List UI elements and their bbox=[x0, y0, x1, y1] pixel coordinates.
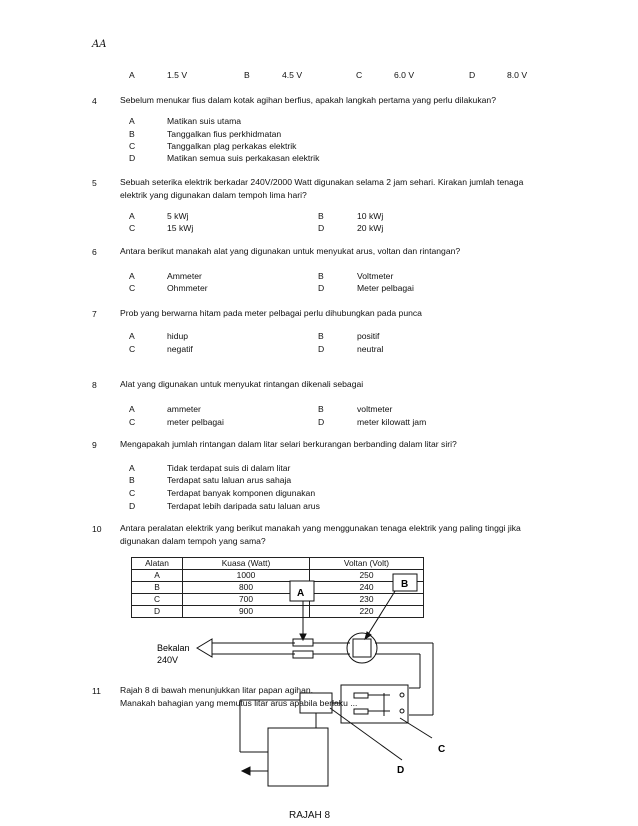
label-c: C bbox=[438, 744, 446, 755]
option-text: Meter pelbagai bbox=[357, 283, 414, 293]
option-letter: C bbox=[129, 488, 136, 498]
label-a: A bbox=[297, 588, 305, 599]
option-text: negatif bbox=[167, 344, 193, 354]
question-text-line-2: elektrik yang digunakan dalam tempoh lima hari? bbox=[120, 190, 307, 200]
option-text: hidup bbox=[167, 331, 189, 341]
option-text: voltmeter bbox=[357, 404, 393, 414]
question-text: Alat yang digunakan untuk menyukat rintangan dikenali sebagai bbox=[120, 379, 364, 389]
option-letter: A bbox=[129, 271, 135, 281]
option-letter: C bbox=[129, 344, 136, 354]
option-letter: D bbox=[129, 153, 136, 163]
option-letter: D bbox=[318, 417, 325, 427]
consumer-unit-box bbox=[341, 685, 408, 723]
option-text: Ammeter bbox=[167, 271, 202, 281]
question-text-line-1: Rajah 8 di bawah menunjukkan litar papan agihan. bbox=[120, 685, 314, 695]
option-letter: A bbox=[129, 116, 135, 126]
option-letter: D bbox=[129, 501, 136, 511]
table-cell: 250 bbox=[310, 570, 424, 582]
option-letter: C bbox=[129, 141, 136, 151]
option-letter: B bbox=[318, 331, 324, 341]
option-text: Matikan semua suis perkakasan elektrik bbox=[167, 153, 320, 163]
q3-option-d-text: 8.0 V bbox=[507, 70, 528, 80]
question-text: Sebelum menukar fius dalam kotak agihan berfius, apakah langkah pertama yang perlu dilakukan? bbox=[120, 95, 496, 105]
table-header: Voltan (Volt) bbox=[310, 558, 424, 570]
option-text: ammeter bbox=[167, 404, 201, 414]
page-header: AA bbox=[92, 39, 107, 50]
table-cell: 900 bbox=[183, 606, 310, 618]
option-text: Terdapat satu laluan arus sahaja bbox=[167, 475, 292, 485]
supply-label: Bekalan bbox=[157, 643, 190, 653]
question-number: 6 bbox=[92, 247, 97, 257]
option-letter: B bbox=[129, 129, 135, 139]
kwh-meter-icon bbox=[347, 633, 377, 663]
distribution-box-d bbox=[300, 693, 332, 713]
option-text: Tanggalkan fius perkhidmatan bbox=[167, 129, 282, 139]
question-text: Antara berikut manakah alat yang digunakan untuk menyukat arus, voltan dan rintangan? bbox=[120, 246, 461, 256]
option-letter: C bbox=[129, 283, 136, 293]
option-text: neutral bbox=[357, 344, 384, 354]
q3-option-c-letter: C bbox=[356, 70, 363, 80]
option-letter: D bbox=[318, 344, 325, 354]
table-cell: 1000 bbox=[183, 570, 310, 582]
option-text: Matikan suis utama bbox=[167, 116, 242, 126]
table-header: Kuasa (Watt) bbox=[183, 558, 310, 570]
question-text-line-1: Sebuah seterika elektrik berkadar 240V/2000 Watt digunakan selama 2 jam sehari. Kirakan jumlah tenaga bbox=[120, 177, 524, 187]
question-number: 11 bbox=[92, 686, 101, 696]
question-text-line-2: digunakan dalam tempoh yang sama? bbox=[120, 536, 266, 546]
main-switch-fuse-lower bbox=[293, 651, 313, 658]
q3-option-d-letter: D bbox=[469, 70, 476, 80]
option-letter: B bbox=[318, 211, 324, 221]
table-cell: 700 bbox=[183, 594, 310, 606]
option-letter: D bbox=[318, 223, 325, 233]
question-text: Prob yang berwarna hitam pada meter pelbagai perlu dihubungkan pada punca bbox=[120, 308, 422, 318]
option-text: 15 kWj bbox=[167, 223, 194, 233]
option-letter: B bbox=[318, 271, 324, 281]
question-number: 7 bbox=[92, 309, 97, 319]
table-cell: C bbox=[132, 594, 183, 606]
q3-option-a-letter: A bbox=[129, 70, 135, 80]
option-text: Ohmmeter bbox=[167, 283, 208, 293]
question-number: 9 bbox=[92, 440, 97, 450]
option-text: Tanggalkan plag perkakas elektrik bbox=[167, 141, 297, 151]
option-text: Terdapat lebih daripada satu laluan arus bbox=[167, 501, 320, 511]
option-text: 20 kWj bbox=[357, 223, 384, 233]
question-text-line-2: Manakah bahagian yang memutus litar arus apabila berlaku ... bbox=[120, 698, 358, 708]
option-letter: D bbox=[318, 283, 325, 293]
question-text-line-1: Antara peralatan elektrik yang berikut manakah yang menggunakan tenaga elektrik yang paling tinggi jika bbox=[120, 523, 521, 533]
supply-arrow-icon bbox=[197, 639, 212, 657]
output-arrow-icon bbox=[242, 767, 250, 775]
table-cell: 230 bbox=[310, 594, 424, 606]
option-letter: C bbox=[129, 417, 136, 427]
figure-caption: RAJAH 8 bbox=[289, 810, 331, 821]
q3-option-b-text: 4.5 V bbox=[282, 70, 303, 80]
table-cell: 800 bbox=[183, 582, 310, 594]
supply-voltage: 240V bbox=[157, 655, 179, 665]
table-cell: A bbox=[132, 570, 183, 582]
question-number: 8 bbox=[92, 380, 97, 390]
option-text: meter kilowatt jam bbox=[357, 417, 427, 427]
option-text: Voltmeter bbox=[357, 271, 394, 281]
option-text: positif bbox=[357, 331, 380, 341]
option-letter: B bbox=[129, 475, 135, 485]
question-number: 5 bbox=[92, 178, 97, 188]
table-cell: B bbox=[132, 582, 183, 594]
table-cell: 220 bbox=[310, 606, 424, 618]
q3-option-a-text: 1.5 V bbox=[167, 70, 188, 80]
option-letter: B bbox=[318, 404, 324, 414]
option-letter: C bbox=[129, 223, 136, 233]
option-text: meter pelbagai bbox=[167, 417, 224, 427]
load-box bbox=[268, 728, 328, 786]
option-letter: A bbox=[129, 463, 135, 473]
table-cell: D bbox=[132, 606, 183, 618]
label-d: D bbox=[397, 765, 405, 776]
option-letter: A bbox=[129, 211, 135, 221]
question-number: 10 bbox=[92, 524, 102, 534]
label-b: B bbox=[401, 579, 409, 590]
table-cell: 240 bbox=[310, 582, 424, 594]
option-text: Tidak terdapat suis di dalam litar bbox=[167, 463, 291, 473]
question-text: Mengapakah jumlah rintangan dalam litar selari berkurangan berbanding dalam litar siri? bbox=[120, 439, 457, 449]
table-header: Alatan bbox=[132, 558, 183, 570]
option-text: 5 kWj bbox=[167, 211, 189, 221]
question-number: 4 bbox=[92, 96, 97, 106]
q3-option-c-text: 6.0 V bbox=[394, 70, 415, 80]
option-letter: A bbox=[129, 404, 135, 414]
option-letter: A bbox=[129, 331, 135, 341]
option-text: Terdapat banyak komponen digunakan bbox=[167, 488, 316, 498]
q3-option-b-letter: B bbox=[244, 70, 250, 80]
option-text: 10 kWj bbox=[357, 211, 384, 221]
